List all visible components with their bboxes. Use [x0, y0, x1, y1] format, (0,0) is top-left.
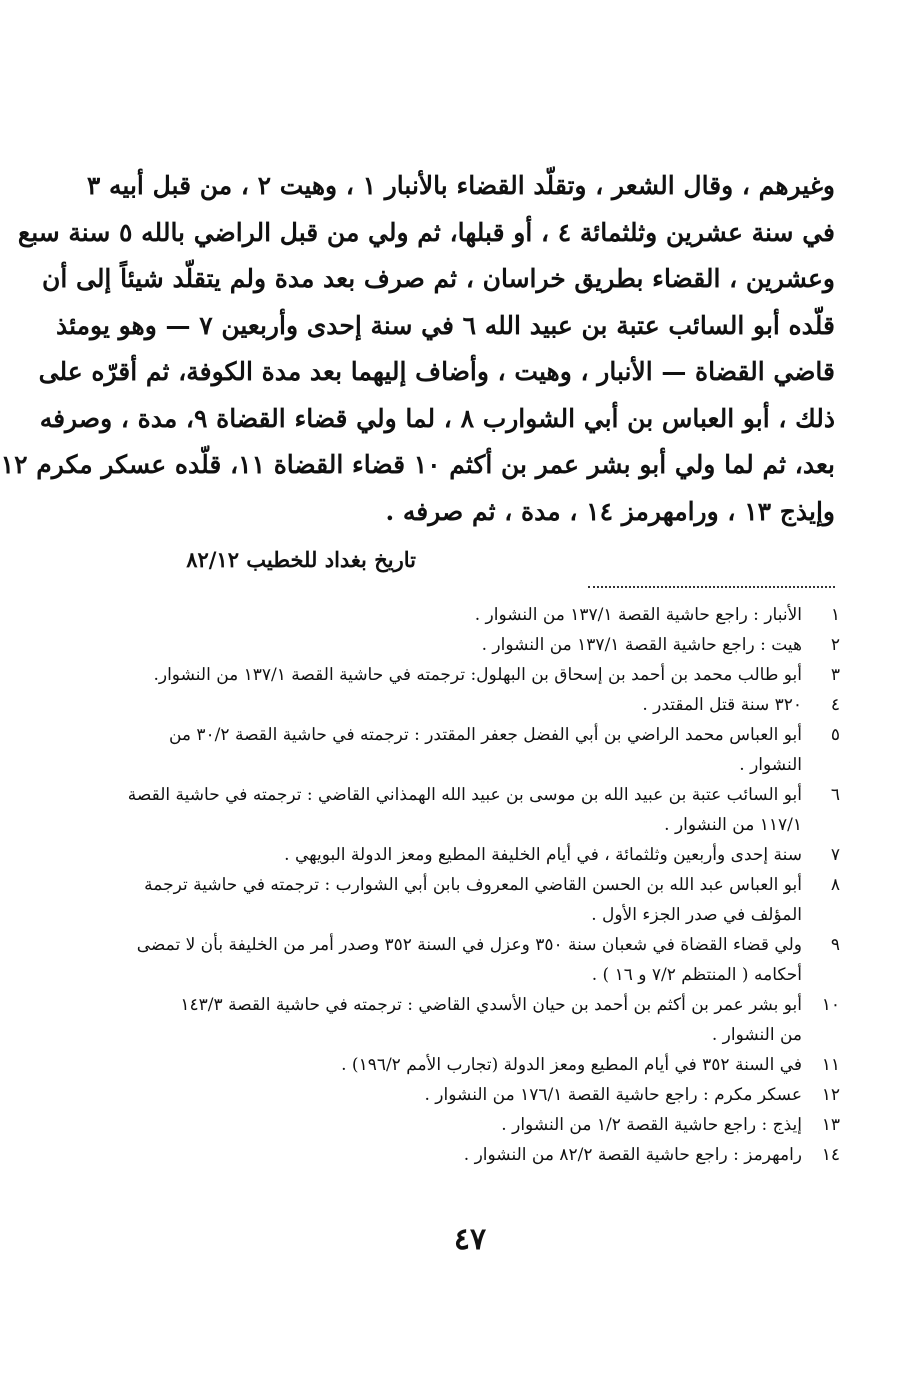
- footnote-separator: [588, 586, 835, 588]
- footnote-number: ١٤: [821, 1145, 840, 1165]
- footnote-line: ٣٢٠ سنة قتل المقتدر .: [642, 695, 802, 715]
- footnote-number: ٤: [830, 695, 840, 715]
- page-number: ٤٧: [453, 1222, 487, 1257]
- footnote-line: أبو العباس محمد الراضي بن أبي الفضل جعفر المقتدر : ترجمته في حاشية القصة ٣٠/٢ من: [168, 725, 802, 745]
- main-text-line: في سنة عشرين وثلثمائة ٤ ، أو قبلها، ثم ولي من قبل الراضي بالله ٥ سنة سبع: [17, 217, 835, 247]
- footnote-line: في السنة ٣٥٢ في أيام المطيع ومعز الدولة (تجارب الأمم ١٩٦/٢) .: [341, 1055, 802, 1075]
- footnote-line: أبو العباس عبد الله بن الحسن القاضي المعروف بابن أبي الشوارب : ترجمته في حاشية ترجمة: [144, 875, 802, 895]
- footnote: [150, 1080, 840, 1110]
- footnote: [150, 1050, 840, 1080]
- footnotes: [127, 600, 840, 1170]
- footnote-line: من النشوار .: [711, 1025, 802, 1045]
- footnote: [150, 690, 840, 720]
- source-citation: تاريخ بغداد للخطيب ٨٢/١٢: [186, 547, 416, 572]
- footnote-number: ٩: [830, 935, 840, 955]
- main-text-line: وعشرين ، القضاء بطريق خراسان ، ثم صرف بعد مدة ولم يتقلّد شيئاً إلى أن: [41, 264, 835, 293]
- footnote-number: ٦: [830, 785, 840, 805]
- footnote: [136, 930, 840, 990]
- footnote-line: أبو بشر عمر بن أكثم بن أحمد بن حيان الأسدي القاضي : ترجمته في حاشية القصة ١٤٣/٣: [180, 995, 802, 1015]
- footnote-text: [150, 1050, 802, 1080]
- main-text-line: بعد، ثم لما ولي أبو بشر عمر بن أكثم ١٠ قضاء القضاة ١١، قلّده عسكر مكرم ١٢: [0, 450, 835, 479]
- footnote-number: ١: [830, 605, 840, 625]
- footnote-line: ١١٧/١ من النشوار .: [664, 815, 802, 835]
- footnote-line: إيذج : راجع حاشية القصة ١/٢ من النشوار .: [501, 1115, 802, 1135]
- footnote-text: [150, 630, 802, 660]
- footnote: [150, 840, 840, 870]
- footnote-number: ٨: [830, 875, 840, 895]
- footnote-line: أحكامه ( المنتظم ٧/٢ و ١٦ ) .: [591, 965, 802, 985]
- main-text-line: قاضي القضاة — الأنبار ، وهيت ، وأضاف إليهما بعد مدة الكوفة، ثم أقرّه على: [38, 357, 835, 386]
- footnote-text: [150, 1110, 802, 1140]
- footnote: [150, 720, 840, 780]
- footnote-line: هيت : راجع حاشية القصة ١٣٧/١ من النشوار .: [481, 635, 802, 655]
- main-text-line: ذلك ، أبو العباس بن أبي الشوارب ٨ ، لما ولي قضاء القضاة ٩، مدة ، وصرفه: [39, 403, 835, 433]
- footnote-line: ولي قضاء القضاة في شعبان سنة ٣٥٠ وعزل في السنة ٣٥٢ وصدر أمر من الخليفة بأن لا تمضى: [136, 935, 802, 955]
- footnote-text: [137, 930, 802, 990]
- footnote-number: ١٣: [821, 1115, 840, 1135]
- footnote-text: [150, 990, 802, 1050]
- footnote-text: [150, 1080, 802, 1110]
- footnote-number: ١٢: [821, 1085, 840, 1105]
- footnote-number: ٥: [830, 725, 840, 745]
- footnote-line: أبو طالب محمد بن أحمد بن إسحاق بن البهلول: ترجمته في حاشية القصة ١٣٧/١ من النشوار.: [153, 665, 802, 685]
- footnote-text: [150, 660, 802, 690]
- footnote: [150, 1110, 840, 1140]
- footnote: [150, 600, 840, 630]
- footnote-number: ١٠: [821, 995, 840, 1015]
- footnote: [144, 870, 840, 930]
- footnote: [150, 660, 840, 690]
- footnote-text: [150, 690, 802, 720]
- footnote-line: أبو السائب عتبة بن عبيد الله بن موسى بن عبيد الله الهمذاني القاضي : ترجمته في حاشية القصة: [127, 785, 802, 805]
- footnote-number: ٣: [830, 665, 840, 685]
- footnote: [150, 990, 840, 1050]
- footnote: [127, 780, 840, 840]
- main-text-line: وإيذج ١٣ ، ورامهرمز ١٤ ، مدة ، ثم صرفه .: [385, 496, 835, 526]
- footnote-line: سنة إحدى وأربعين وثلثمائة ، في أيام الخليفة المطيع ومعز الدولة البويهي .: [284, 845, 802, 865]
- footnote-text: [150, 1140, 802, 1170]
- footnote-line: الأنبار : راجع حاشية القصة ١٣٧/١ من النشوار .: [474, 605, 802, 625]
- footnote-number: ١١: [821, 1055, 840, 1075]
- footnote-text: [144, 870, 802, 930]
- footnote-line: عسكر مكرم : راجع حاشية القصة ١٧٦/١ من النشوار .: [424, 1085, 802, 1105]
- footnote-text: [128, 780, 802, 840]
- footnote-number: ٢: [830, 635, 840, 655]
- footnote-text: [150, 600, 802, 630]
- footnote-line: رامهرمز : راجع حاشية القصة ٨٢/٢ من النشوار .: [463, 1145, 802, 1165]
- footnote-line: النشوار .: [739, 755, 802, 775]
- footnote: [150, 630, 840, 660]
- main-text: [0, 163, 835, 535]
- footnote: [150, 1140, 840, 1170]
- main-text-line: قلّده أبو السائب عتبة بن عبيد الله ٦ في سنة إحدى وأربعين ٧ — وهو يومئذ: [55, 310, 835, 340]
- main-text-line: وغيرهم ، وقال الشعر ، وتقلّد القضاء بالأنبار ١ ، وهيت ٢ ، من قبل أبيه ٣: [86, 171, 835, 200]
- footnote-text: [150, 720, 802, 780]
- footnote-line: المؤلف في صدر الجزء الأول .: [591, 905, 802, 925]
- footnote-number: ٧: [830, 845, 840, 865]
- footnote-text: [150, 840, 802, 870]
